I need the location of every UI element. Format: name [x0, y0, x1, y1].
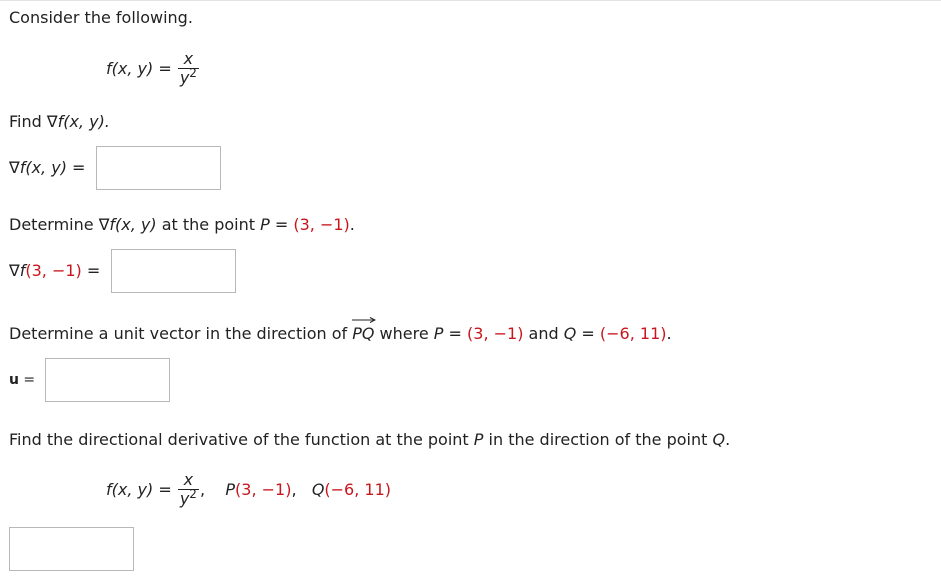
part1-label	[9, 158, 85, 178]
part1-prompt	[9, 112, 110, 132]
part1-label-text: ∇f(x, y)	[9, 158, 67, 177]
point-q-prefix: Q	[311, 480, 325, 499]
directional-derivative-input[interactable]	[9, 527, 134, 571]
function-lhs-text: f(x, y)	[106, 59, 154, 78]
intro-label: Consider the following.	[9, 8, 193, 27]
vector-name: PQ	[352, 324, 375, 343]
vector-pq	[352, 324, 374, 344]
unit-vector-input[interactable]	[45, 358, 170, 402]
part2-label-eq: =	[86, 261, 101, 280]
part4-prompt-prefix: Find the directional derivative of the function at the point	[9, 430, 474, 449]
function-eq-2: =	[158, 480, 172, 499]
part3-end: .	[666, 324, 672, 343]
part3-p-eq: =	[443, 324, 468, 343]
function-lhs-2	[106, 480, 177, 499]
part1-eq: =	[72, 158, 86, 177]
part4-q-name: Q	[712, 430, 726, 449]
top-border	[0, 0, 941, 1]
denominator-base: y	[179, 68, 190, 87]
denominator-exponent: 2	[189, 66, 197, 80]
part3-where: where	[374, 324, 434, 343]
part2-label	[9, 261, 100, 281]
vector-arrow-icon	[352, 317, 376, 323]
function-fraction	[177, 50, 200, 87]
part3-label-eq: =	[23, 372, 36, 388]
intro-text	[9, 8, 193, 28]
part2-eq: =	[269, 215, 294, 234]
function-eq: =	[158, 59, 172, 78]
part3-prompt	[9, 324, 672, 344]
part3-p-value: (3, −1)	[467, 324, 524, 343]
function-lhs-2-text: f(x, y)	[106, 480, 154, 499]
points-comma: ,	[199, 480, 206, 499]
part2-label-prefix: ∇f	[9, 261, 26, 280]
part3-q-value: (−6, 11)	[599, 324, 667, 343]
part3-label	[9, 370, 35, 390]
fraction-denominator-2	[177, 487, 200, 508]
part2-point-name: P	[260, 215, 270, 234]
part2-prompt-prefix: Determine	[9, 215, 99, 234]
points-list	[200, 480, 391, 499]
function-formula-2	[106, 471, 391, 508]
part2-prompt	[9, 215, 355, 235]
function-formula	[106, 50, 200, 87]
part3-prompt-prefix: Determine a unit vector in the direction of	[9, 324, 353, 343]
points-sep: ,	[291, 480, 297, 499]
part1-prompt-expr: ∇f(x, y).	[46, 112, 110, 131]
part3-and: and	[523, 324, 564, 343]
part4-prompt-mid: in the direction of the point	[483, 430, 713, 449]
unit-vector-label: u	[9, 372, 19, 388]
part4-p-name: P	[473, 430, 484, 449]
fraction-denominator	[177, 66, 200, 87]
part2-label-arg: (3, −1)	[25, 261, 82, 280]
part3-p-name: P	[433, 324, 444, 343]
gradient-at-point-input[interactable]	[111, 249, 236, 293]
fraction-numerator: x	[183, 49, 194, 68]
gradient-answer-input[interactable]	[96, 146, 221, 190]
point-p-prefix: P	[225, 480, 236, 499]
part2-prompt-mid: at the point	[156, 215, 261, 234]
denominator-base-2: y	[179, 489, 190, 508]
part2-point-value: (3, −1)	[293, 215, 350, 234]
part2-prompt-expr: ∇f(x, y)	[98, 215, 157, 234]
part3-q-name: Q	[563, 324, 577, 343]
part1-prompt-prefix: Find	[9, 112, 47, 131]
part4-end: .	[725, 430, 731, 449]
fraction-numerator-2: x	[183, 470, 194, 489]
denominator-exponent-2: 2	[189, 487, 197, 501]
point-p-value: (3, −1)	[235, 480, 292, 499]
point-q-value: (−6, 11)	[324, 480, 392, 499]
function-lhs	[106, 59, 177, 78]
part4-prompt	[9, 430, 730, 450]
part2-end: .	[349, 215, 355, 234]
function-fraction-2	[177, 471, 200, 508]
part3-q-eq: =	[576, 324, 600, 343]
